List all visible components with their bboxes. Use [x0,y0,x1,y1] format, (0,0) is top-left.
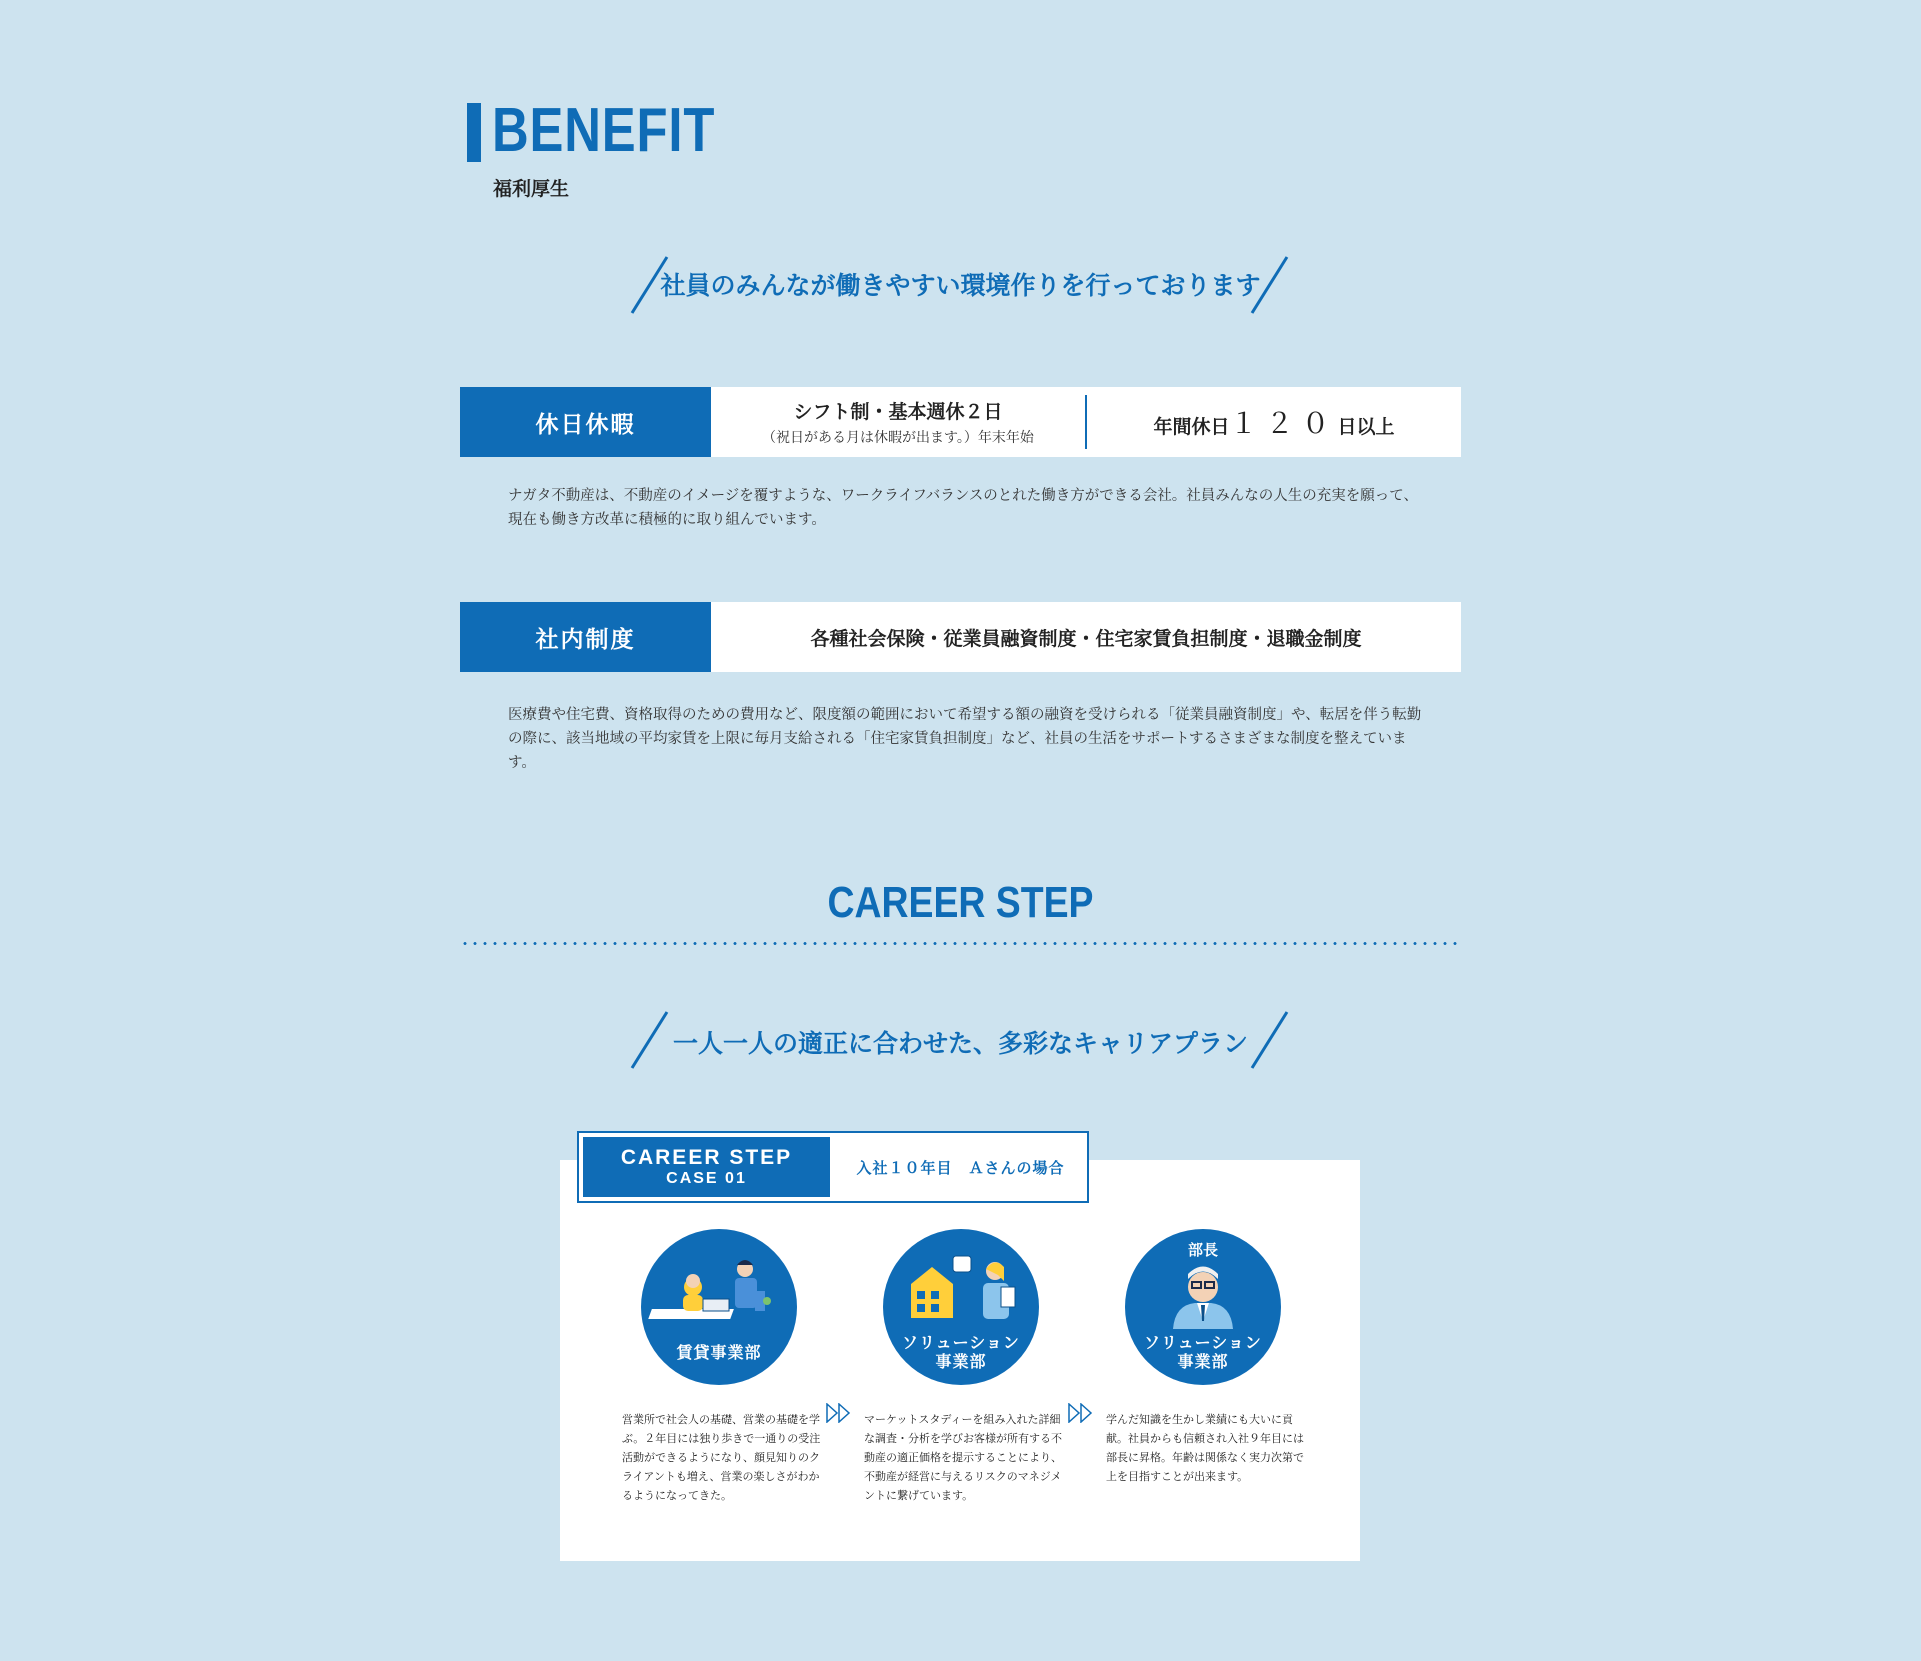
step3-circle [1125,1229,1281,1385]
holiday-note: （祝日がある月は休暇が出ます。）年末年始 [762,430,1034,446]
system-info-bar [460,602,1461,672]
step2-circle [883,1229,1039,1385]
step3-position: 部長 [1187,1241,1218,1259]
step2-text: マーケットスタディーを組み入れた詳細な調査・分析を学びお客様が所有する不動産の適正価格を提示することにより、不動産が経営に与えるリスクのマネジメントに繋げています。 [864,1413,1062,1502]
system-description: 医療費や住宅費、資格取得のための費用など、限度額の範囲において希望する額の融資を受けられる「従業員融資制度」や、転居を伴う転勤の際に、該当地域の平均家賃を上限に毎月支給される「住宅家賃負担制度」など、社員の生活をサポートするさまざまな制度を整えています。 [508,707,1422,771]
holiday-label: 休日休暇 [460,387,711,457]
holiday-annual-text [1153,402,1394,442]
step3-text: 学んだ知識を生かし業績にも大いに貢献。社員からも信頼され入社９年目には部長に昇格。年齢は関係なく実力次第で上を目指すことが出来ます。 [1106,1413,1304,1483]
benefit-heading-bar [467,103,481,162]
benefit-catchphrase: 社員のみんなが働きやすい環境作りを行っております [660,271,1261,300]
case-description: 入社１０年目 Ａさんの場合 [856,1158,1065,1177]
step1-label: 賃貸事業部 [676,1343,762,1362]
dotted-divider [460,942,1461,945]
case-heading: CAREER STEP [620,1146,793,1169]
step3-label-line2: 事業部 [1177,1352,1229,1371]
holiday-shift-text: シフト制・基本週休２日 [793,401,1003,423]
annual-prefix: 年間休日 [1153,416,1230,438]
step1-circle [641,1229,797,1385]
step2-label-line2: 事業部 [935,1352,987,1371]
system-label: 社内制度 [460,602,711,672]
step3-label [1125,1333,1281,1371]
holiday-info-bar [460,387,1461,457]
holiday-shift-cell [711,387,1085,457]
holiday-description: ナガタ不動産は、不動産のイメージを覆すような、ワークライフバランスのとれた働き方ができる会社。社員みんなの人生の充実を願って、現在も働き方改革に積極的に取り組んでいます。 [508,488,1419,528]
double-chevron-right-icon [826,1403,852,1423]
holiday-annual-cell [1087,387,1461,457]
double-chevron-right-icon [1068,1403,1094,1423]
case-header [577,1131,1089,1203]
step1-text: 営業所で社会人の基礎、営業の基礎を学ぶ。２年目には独り歩きで一通りの受注活動ができるようになり、顔見知りのクライアントも増え、営業の楽しさがわかるようになってきた。 [622,1413,821,1502]
career-title: CAREER STEP [827,878,1094,927]
benefit-subtitle: 福利厚生 [493,178,570,200]
career-catchphrase: 一人一人の適正に合わせた、多彩なキャリアプラン [672,1029,1248,1058]
case-number: CASE 01 [666,1170,747,1187]
benefit-title: BENEFIT [492,96,716,165]
system-items: 各種社会保険・従業員融資制度・住宅家賃負担制度・退職金制度 [810,627,1362,650]
step2-label [883,1333,1039,1371]
annual-days: １２０ [1229,407,1338,440]
step2-label-line1: ソリューション [902,1333,1020,1352]
case-badge [583,1137,830,1197]
step3-label-line1: ソリューション [1144,1333,1262,1352]
annual-suffix: 日以上 [1337,416,1395,438]
